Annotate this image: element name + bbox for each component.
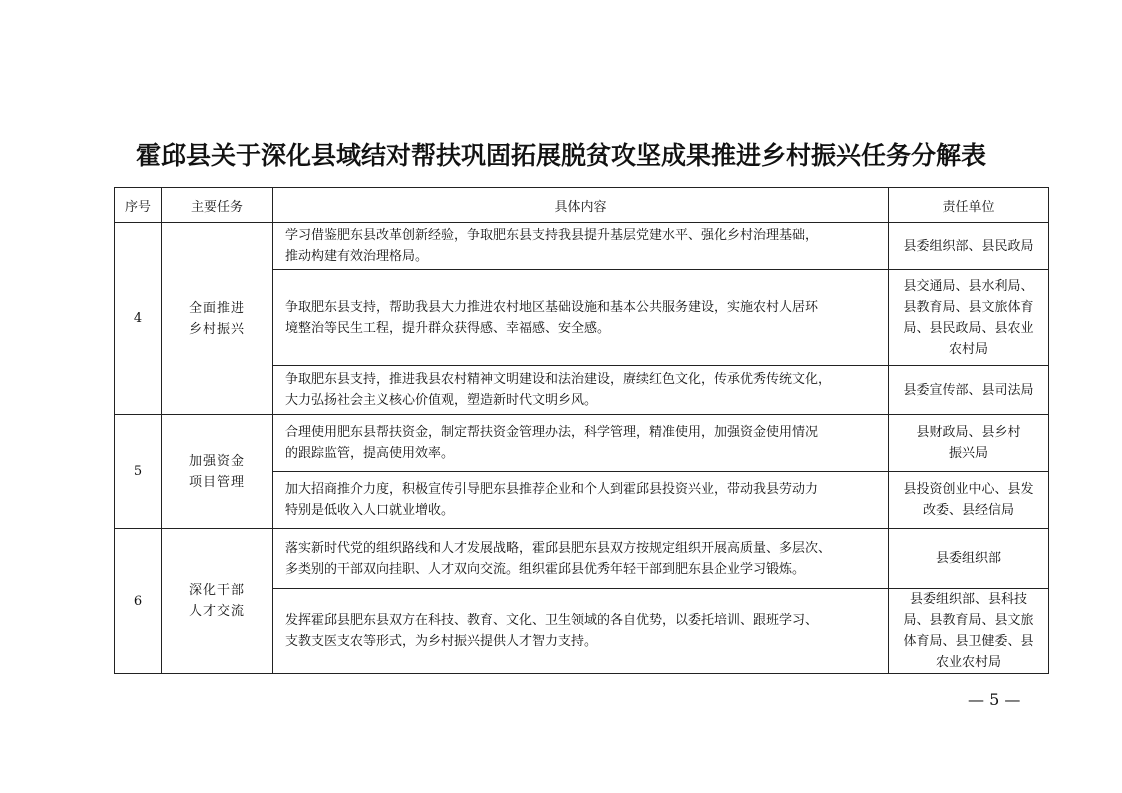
unit-line: 县财政局、县乡村 [916, 425, 1021, 440]
main-task-line: 深化干部 [188, 583, 245, 598]
content-line: 合理使用肥东县帮扶资金，制定帮扶资金管理办法，科学管理，精准使用，加强资金使用情况 [285, 425, 819, 440]
row-number: 6 [115, 529, 162, 674]
responsible-unit [889, 589, 1049, 674]
responsible-unit [889, 472, 1049, 529]
unit-line: 农业农村局 [935, 655, 1001, 670]
unit-line: 振兴局 [948, 446, 988, 461]
unit-line: 县教育局、县文旅体育 [903, 299, 1034, 315]
content-line: 多类别的干部双向挂职、人才双向交流。组织霍邱县优秀年轻干部到肥东县企业学习锻炼。 [285, 561, 806, 577]
page-number: — 5 — [968, 690, 1021, 709]
responsible-unit [889, 529, 1049, 589]
main-task [162, 529, 273, 674]
main-task [162, 223, 273, 415]
task-content [273, 415, 889, 472]
responsible-unit [889, 270, 1049, 366]
responsible-unit [889, 366, 1049, 415]
content-line: 落实新时代党的组织路线和人才发展战略，霍邱县肥东县双方按规定组织开展高质量、多层次、 [285, 540, 832, 556]
unit-line: 县委组织部 [935, 551, 1001, 566]
main-task [162, 415, 273, 529]
task-table [114, 187, 1049, 674]
header-task: 主要任务 [162, 188, 273, 223]
task-content [273, 223, 889, 270]
content-line: 加大招商推介力度，积极宣传引导肥东县推荐企业和个人到霍邱县投资兴业，带动我县劳动力 [285, 482, 819, 497]
unit-line: 局、县民政局、县农业 [903, 320, 1034, 336]
unit-line: 县交通局、县水利局、 [903, 278, 1034, 294]
table-header-row [115, 188, 1049, 223]
responsible-unit [889, 415, 1049, 472]
content-line: 大力弘扬社会主义核心价值观，塑造新时代文明乡风。 [285, 393, 598, 408]
content-line: 特别是低收入人口就业增收。 [285, 503, 455, 518]
content-line: 境整治等民生工程，提升群众获得感、幸福感、安全感。 [285, 320, 611, 336]
content-line: 学习借鉴肥东县改革创新经验，争取肥东县支持我县提升基层党建水平、强化乡村治理基础， [285, 228, 819, 243]
table-row [115, 529, 1049, 589]
unit-line: 体育局、县卫健委、县 [903, 634, 1034, 649]
unit-line: 县委宣传部、县司法局 [903, 382, 1034, 398]
content-line: 推动构建有效治理格局。 [285, 249, 429, 264]
unit-line: 改委、县经信局 [922, 503, 1014, 518]
content-line: 发挥霍邱县肥东县双方在科技、教育、文化、卫生领域的各自优势，以委托培训、跟班学习、 [285, 613, 819, 628]
task-content [273, 589, 889, 674]
task-content [273, 472, 889, 529]
content-line: 的跟踪监管，提高使用效率。 [285, 446, 455, 461]
content-line: 支教支医支农等形式，为乡村振兴提供人才智力支持。 [285, 634, 598, 649]
document-title: 霍邱县关于深化县域结对帮扶巩固拓展脱贫攻坚成果推进乡村振兴任务分解表 [135, 141, 986, 170]
unit-line: 县投资创业中心、县发 [903, 482, 1034, 497]
table-row [115, 415, 1049, 472]
table-row [115, 223, 1049, 270]
unit-line: 县委组织部、县科技 [909, 592, 1027, 607]
main-task-line: 乡村振兴 [188, 321, 245, 337]
row-number: 4 [115, 223, 162, 415]
main-task-line: 加强资金 [188, 453, 245, 469]
content-line: 争取肥东县支持，帮助我县大力推进农村地区基础设施和基本公共服务建设，实施农村人居环 [285, 299, 819, 315]
unit-line: 局、县教育局、县文旅 [903, 613, 1034, 628]
task-content [273, 529, 889, 589]
task-content [273, 366, 889, 415]
header-unit: 责任单位 [889, 188, 1049, 223]
task-content [273, 270, 889, 366]
main-task-line: 全面推进 [188, 300, 245, 316]
row-number: 5 [115, 415, 162, 529]
header-content: 具体内容 [273, 188, 889, 223]
main-task-line: 项目管理 [188, 474, 245, 490]
header-num: 序号 [115, 188, 162, 223]
unit-line: 农村局 [948, 341, 988, 357]
unit-line: 县委组织部、县民政局 [903, 238, 1034, 254]
main-task-line: 人才交流 [188, 604, 245, 619]
responsible-unit [889, 223, 1049, 270]
content-line: 争取肥东县支持，推进我县农村精神文明建设和法治建设，赓续红色文化，传承优秀传统文化， [285, 372, 832, 387]
